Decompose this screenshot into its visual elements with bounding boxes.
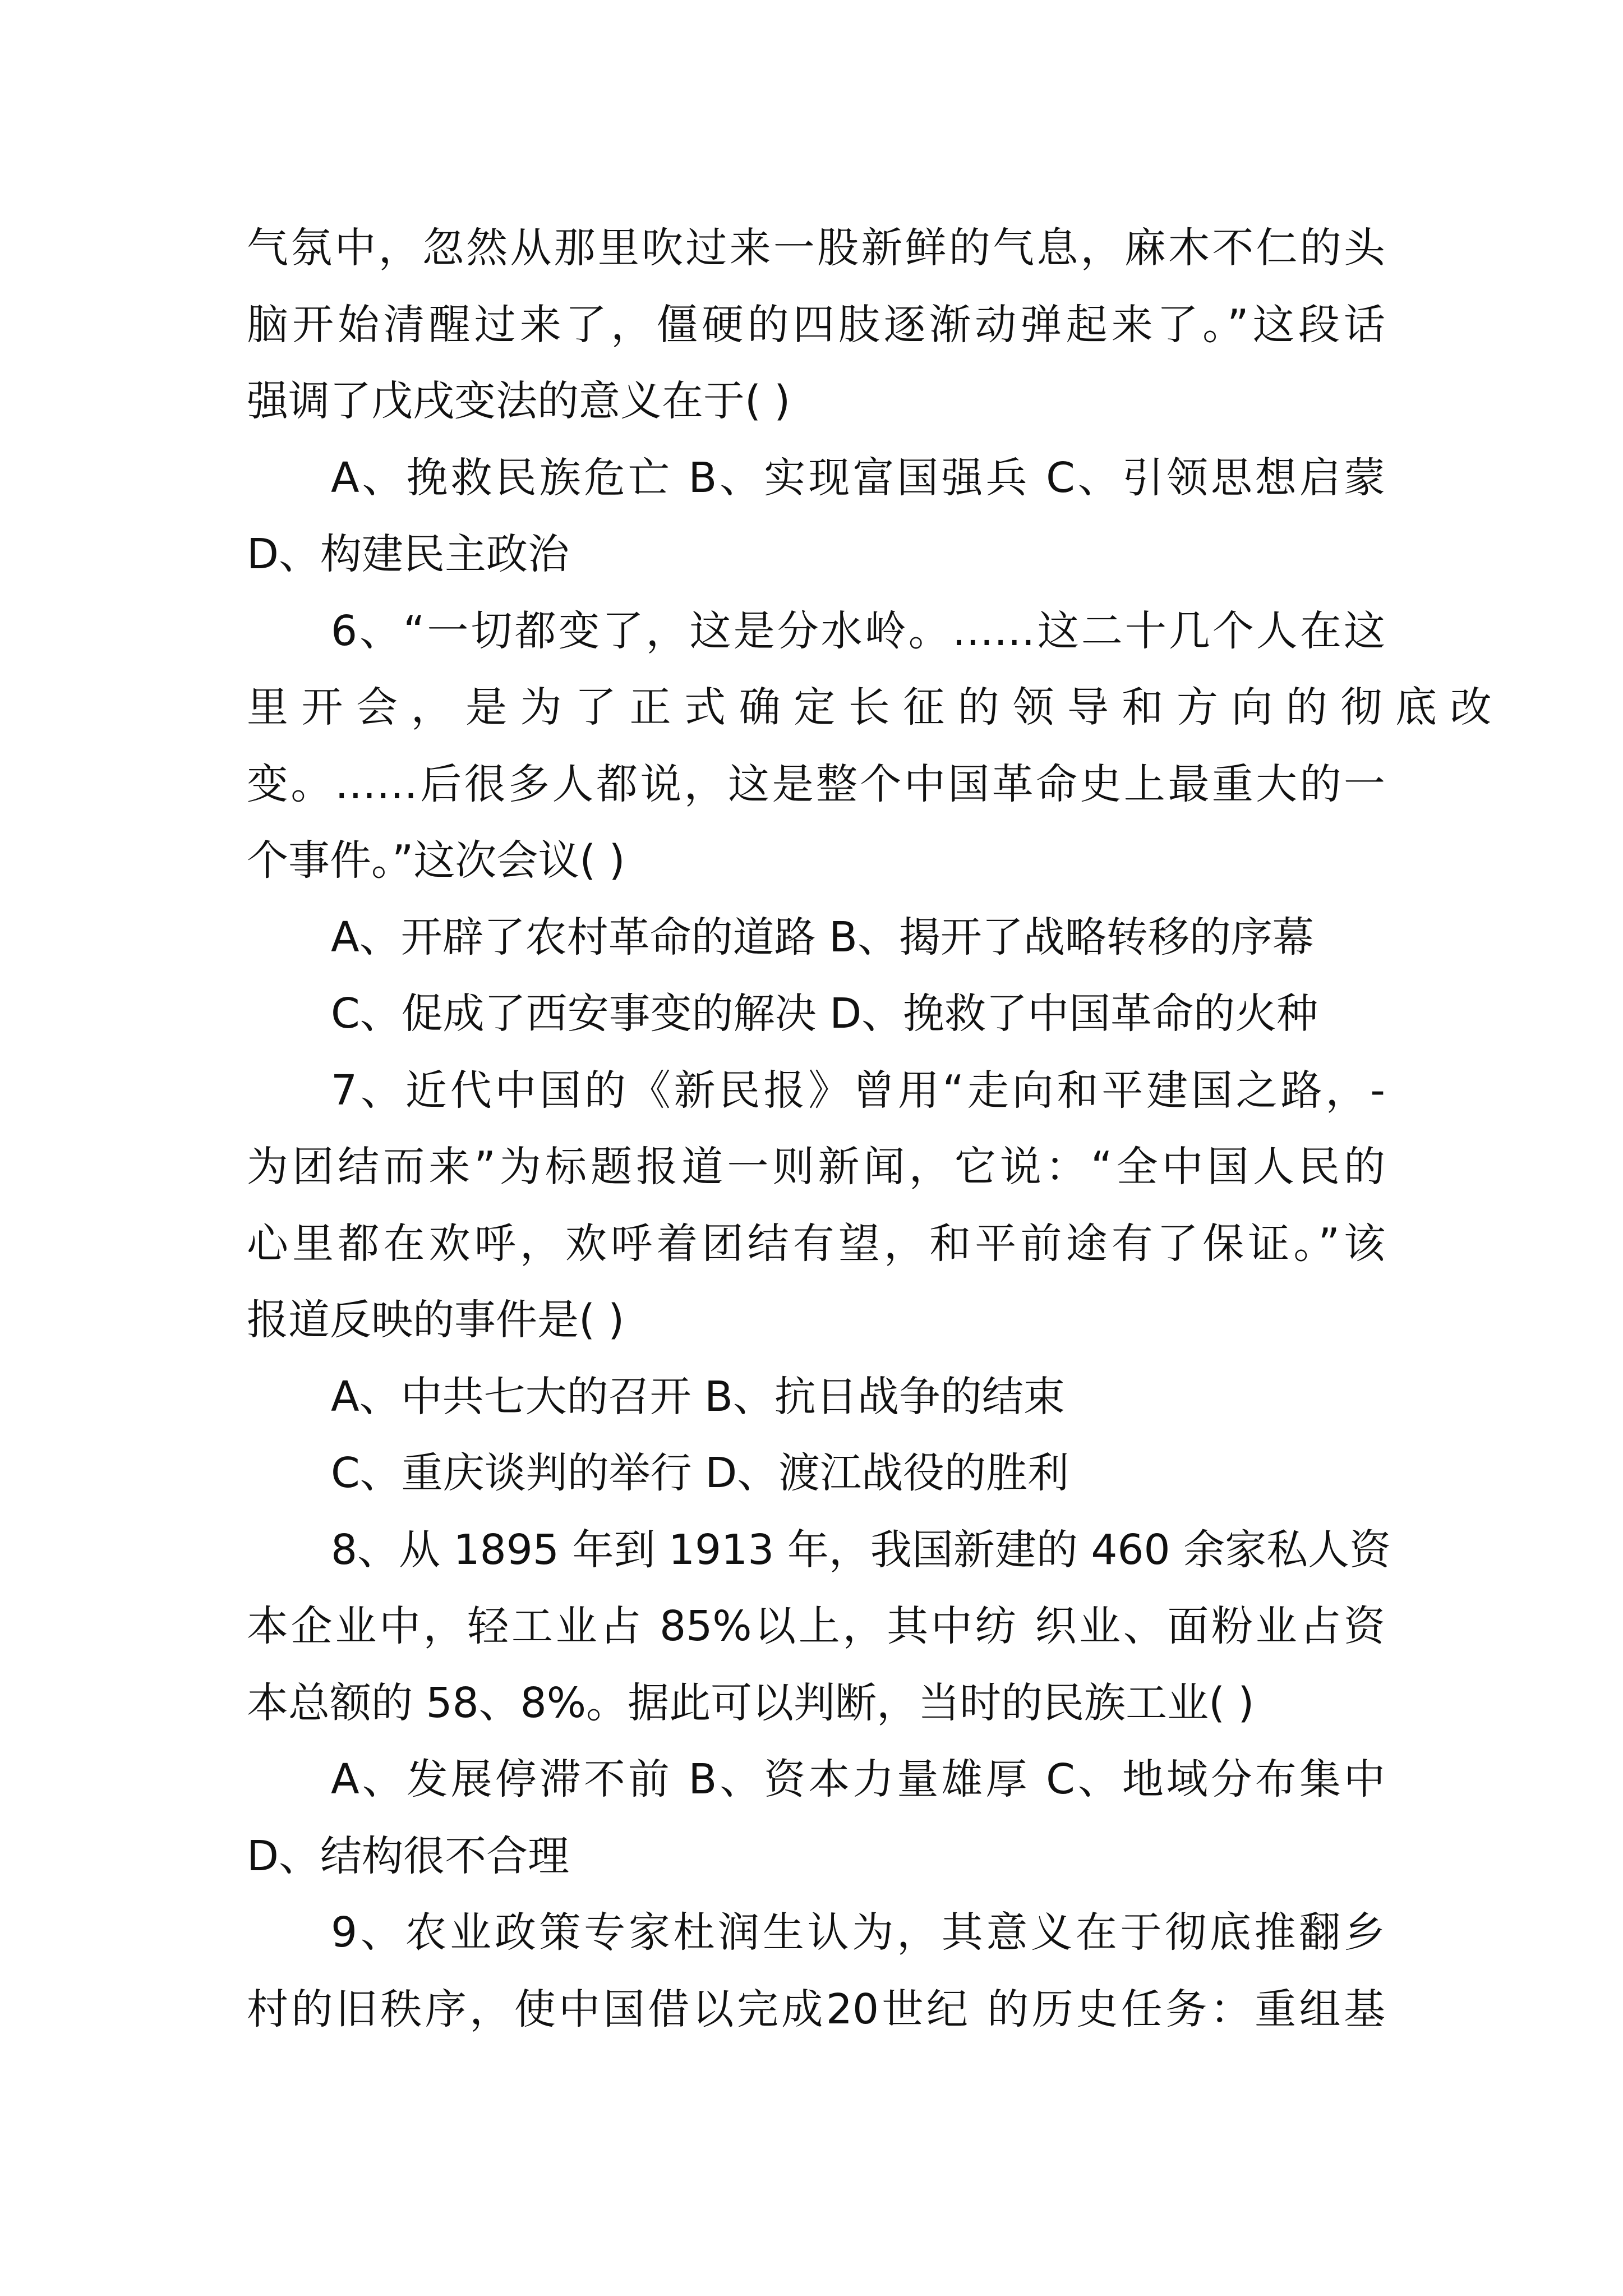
- question-stem-end: 个事件。”这次会议( ): [247, 836, 625, 885]
- answer-options-cd: C、重庆谈判的举行 D、渡江战役的胜利: [331, 1449, 1069, 1497]
- text-line: 心里都在欢呼，欢呼着团结有望，和平前途有了保证。”该: [247, 1219, 1385, 1268]
- question-stem-end: 强调了戊戌变法的意义在于( ): [247, 377, 791, 425]
- text-line: 气氛中，忽然从那里吹过来一股新鲜的气息，麻木不仁的头: [247, 224, 1385, 272]
- document-body: [247, 210, 1492, 2047]
- answer-options-cd: C、促成了西安事变的解决 D、挽救了中国革命的火种: [331, 990, 1318, 1038]
- question-8-start: 8、从 1895 年到 1913 年，我国新建的 460 余家私人资: [331, 1525, 1391, 1574]
- text-line: 村的旧秩序，使中国借以完成20世纪 的历史任务：重组基: [247, 1985, 1385, 2033]
- question-stem-end: 本总额的 58、8%。据此可以判断，当时的民族工业( ): [247, 1678, 1255, 1727]
- text-line: 本企业中，轻工业占 85%以上，其中纺 织业、面粉业占资: [247, 1602, 1385, 1650]
- question-9-start: 9、农业政策专家杜润生认为，其意义在于彻底推翻乡: [331, 1908, 1385, 1957]
- answer-options-ab: A、开辟了农村革命的道路 B、揭开了战略转移的序幕: [331, 913, 1314, 961]
- question-stem-end: 报道反映的事件是( ): [247, 1296, 625, 1344]
- question-6-start: 6、“一切都变了，这是分水岭。……这二十几个人在这: [331, 606, 1385, 655]
- text-line: 为团结而来”为标题报道一则新闻，它说：“全中国人民的: [247, 1143, 1385, 1191]
- text-line: 变。……后很多人都说，这是整个中国革命史上最重大的一: [247, 760, 1385, 808]
- answer-option-d: D、构建民主政治: [247, 530, 569, 578]
- text-line: 里 开 会 ， 是 为 了 正 式 确 定 长 征 的 领 导 和 方 向 的 彻 底 改: [247, 683, 1492, 731]
- answer-options: A、发展停滞不前 B、资本力量雄厚 C、地域分布集中: [331, 1755, 1385, 1803]
- answer-option-d: D、结构很不合理: [247, 1832, 569, 1880]
- question-7-start: 7、近代中国的《新民报》曾用“走向和平建国之路，-: [331, 1066, 1385, 1115]
- text-line: 脑开始清醒过来了，僵硬的四肢逐渐动弹起来了。”这段话: [247, 300, 1385, 349]
- answer-options-ab: A、中共七大的召开 B、抗日战争的结束: [331, 1372, 1065, 1421]
- answer-options: A、挽救民族危亡 B、实现富国强兵 C、引领思想启蒙: [331, 453, 1385, 502]
